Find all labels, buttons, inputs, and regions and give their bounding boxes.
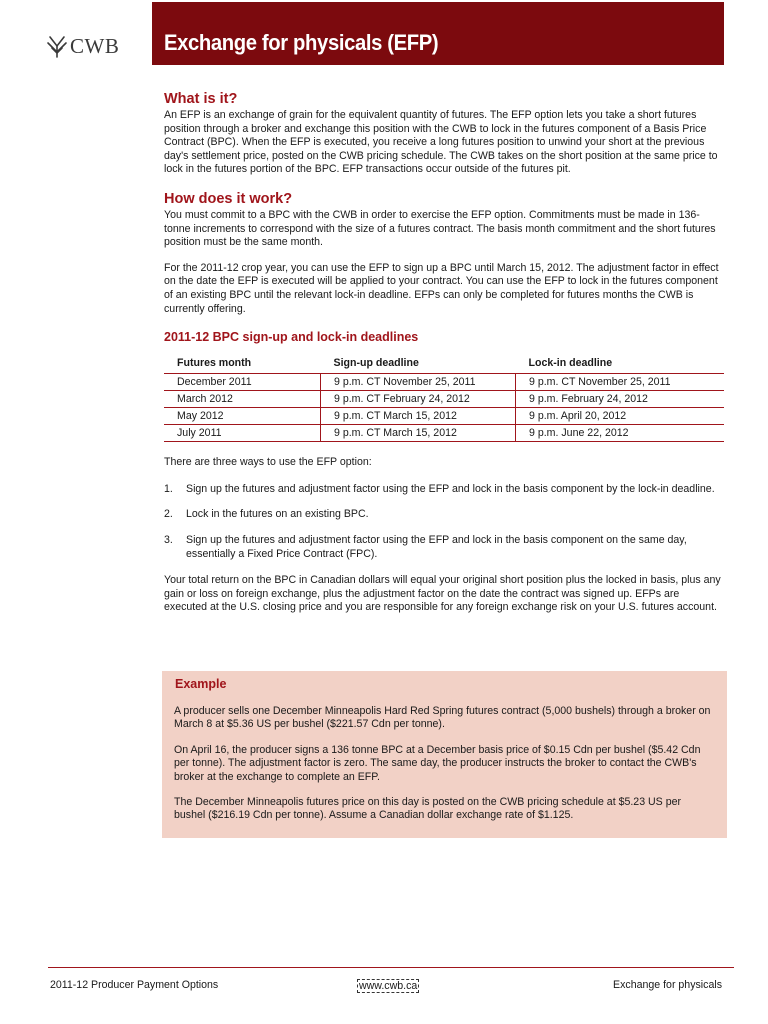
- how-it-works-para2: For the 2011-12 crop year, you can use the EFP to sign up a BPC until March 15, 2012. The adjustment factor in effect on the date the EFP is executed will be applied to your contract. You can use the EFP to lock in the futures component of an existing BPC until the relevant lock-in deadline. EFPs can only be completed for futures months the CWB is currently offering.: [164, 261, 719, 315]
- what-is-it-body: An EFP is an exchange of grain for the equivalent quantity of futures. The EFP option lets you take a short futures position through a broker and exchange this position with the CWB to lock in the futures component of a Basis Price Contract (BPC). When the EFP is executed, you receive a long futures position to unwind your short at the previous day's settlement price, posted on the CWB pricing schedule. The CWB takes on the short position at the same price to lock in the futures portion of the BPC. EFP transactions occur outside of the futures pit.: [164, 109, 718, 176]
- cwb-logo: [46, 32, 126, 60]
- title-banner: [152, 2, 724, 65]
- list-text: Sign up the futures and adjustment factor using the EFP and lock in the basis component by the lock-in deadline.: [186, 482, 715, 495]
- logo-text: CWB: [70, 33, 120, 58]
- how-it-works-heading: How does it work?: [164, 190, 293, 207]
- table-cell: 9 p.m. June 22, 2012: [516, 425, 725, 442]
- column-header: Futures month: [164, 355, 321, 374]
- how-it-works-para1: You must commit to a BPC with the CWB in order to exercise the EFP option. Commitments must be made in 136-tonne increments to correspond with the size of a futures contract. The basis month commitment and the short futures position must be the same month.: [164, 208, 716, 249]
- footer-right-text: Exchange for physicals: [613, 979, 722, 991]
- main-content: [164, 90, 724, 615]
- list-number: 1.: [164, 482, 173, 495]
- list-item: [164, 534, 724, 561]
- table-row: [164, 425, 724, 442]
- table-cell: 9 p.m. February 24, 2012: [516, 391, 725, 408]
- table-cell: 9 p.m. CT November 25, 2011: [516, 374, 725, 391]
- example-box: [162, 671, 727, 838]
- example-para3: The December Minneapolis futures price on this day is posted on the CWB pricing schedule at $5.23 US per bushel ($216.19 Cdn per tonne). Assume a Canadian dollar exchange rate of $1.125.: [174, 796, 681, 822]
- what-is-it-heading: What is it?: [164, 91, 238, 107]
- footer-left-text: 2011-12 Producer Payment Options: [50, 979, 219, 991]
- list-text: Sign up the futures and adjustment factor using the EFP and lock in the basis component on the same day, essentially a Fixed Price Contract (FPC).: [186, 533, 687, 560]
- example-para1: A producer sells one December Minneapolis Hard Red Spring futures contract (5,000 bushels) through a broker on March 8 at $5.36 US per bushel ($221.57 Cdn per tonne).: [174, 705, 711, 731]
- deadlines-heading: 2011-12 BPC sign-up and lock-in deadlines: [164, 330, 419, 345]
- table-cell: December 2011: [164, 374, 321, 391]
- table-header-row: [164, 355, 724, 374]
- ways-list: [164, 483, 724, 561]
- table-cell: May 2012: [164, 408, 321, 425]
- ways-intro: There are three ways to use the EFP option:: [164, 456, 372, 469]
- table-cell: March 2012: [164, 391, 321, 408]
- table-cell: 9 p.m. CT March 15, 2012: [321, 425, 516, 442]
- table-row: [164, 408, 724, 425]
- table-cell: 9 p.m. CT February 24, 2012: [321, 391, 516, 408]
- list-text: Lock in the futures on an existing BPC.: [186, 508, 369, 521]
- column-header: Lock-in deadline: [516, 355, 725, 374]
- list-item: [164, 508, 724, 522]
- example-heading: Example: [175, 677, 227, 691]
- wheat-icon: [46, 34, 68, 58]
- footer-divider: [48, 967, 734, 968]
- list-number: 2.: [164, 508, 173, 521]
- total-return-text: Your total return on the BPC in Canadian dollars will equal your original short position plus the locked in basis, plus any gain or loss on foreign exchange, plus the adjustment factor on the date the contract was signed up. EFPs are executed at the U.S. closing price and you are responsible for any foreign exchange risk on your U.S. futures account.: [164, 574, 721, 614]
- example-body: [174, 705, 714, 823]
- table-cell: 9 p.m. April 20, 2012: [516, 408, 725, 425]
- table-row: [164, 391, 724, 408]
- deadlines-table: [164, 355, 724, 442]
- table-cell: 9 p.m. CT November 25, 2011: [321, 374, 516, 391]
- table-row: [164, 374, 724, 391]
- footer-website-link[interactable]: www.cwb.ca: [359, 980, 418, 992]
- list-number: 3.: [164, 533, 173, 546]
- table-cell: July 2011: [164, 425, 321, 442]
- page-title: Exchange for physicals (EFP): [164, 30, 439, 55]
- column-header: Sign-up deadline: [321, 355, 516, 374]
- table-cell: 9 p.m. CT March 15, 2012: [321, 408, 516, 425]
- list-item: [164, 483, 724, 497]
- example-para2: On April 16, the producer signs a 136 tonne BPC at a December basis price of $0.15 Cdn per bushel ($5.42 Cdn per tonne). The adjustment factor is zero. The same day, the producer instructs the broker to contact the CWB's broker at the exchange to complete an EFP.: [174, 743, 701, 783]
